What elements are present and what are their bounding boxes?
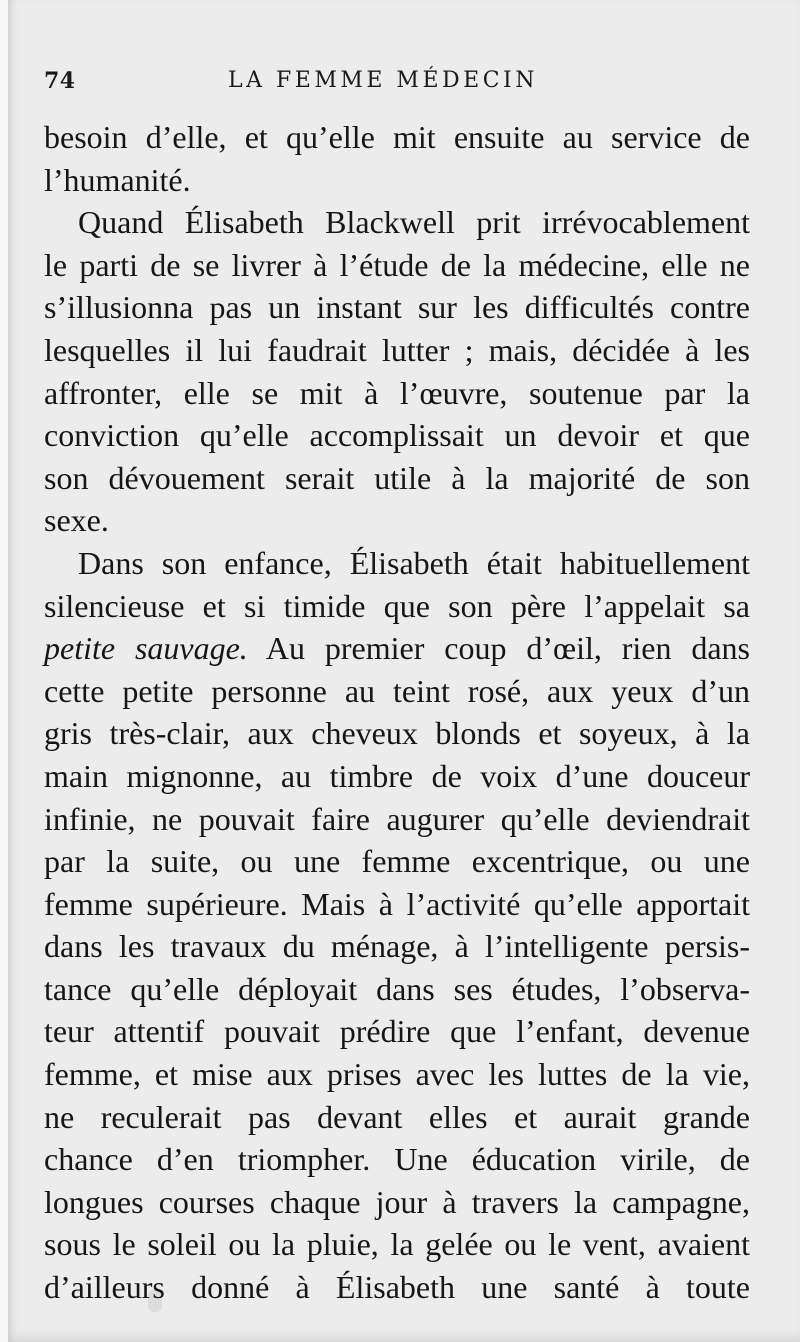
- text-line: s’illusionna pas un instant sur les difficultés contre: [44, 289, 750, 326]
- scan-left-margin: [0, 0, 8, 1342]
- text-line: son dévouement serait utile à la majorité de son: [44, 459, 750, 496]
- page-header: [44, 64, 750, 104]
- text-line: chance d’en triompher. Une éducation virile, de: [44, 1141, 750, 1178]
- text-line: teur attentif pouvait prédire que l’enfant, devenue: [44, 1013, 750, 1050]
- text-line: sexe.: [44, 502, 109, 539]
- text-line: longues courses chaque jour à travers la campagne,: [44, 1183, 750, 1220]
- text-line: femme, et mise aux prises avec les luttes de la vie,: [44, 1056, 750, 1093]
- page-number: 74: [44, 68, 76, 94]
- text-line: main mignonne, au timbre de voix d’une douceur: [44, 757, 750, 794]
- text-line: l’humanité.: [44, 161, 191, 198]
- running-title: LA FEMME MÉDECIN: [228, 68, 538, 93]
- text-line: silencieuse et si timide que son père l’appelait sa: [44, 587, 750, 624]
- text-line: sous le soleil ou la pluie, la gelée ou le vent, avaient: [44, 1226, 750, 1263]
- text-line: affronter, elle se mit à l’œuvre, soutenue par la: [44, 374, 750, 411]
- paragraph-first-line: Quand Élisabeth Blackwell prit irrévocablement: [78, 204, 750, 241]
- text-line: cette petite personne au teint rosé, aux yeux d’un: [44, 672, 750, 709]
- text-line: par la suite, ou une femme excentrique, ou une: [44, 843, 750, 880]
- text-line: gris très-clair, aux cheveux blonds et soyeux, à la: [44, 715, 750, 752]
- text-line: conviction qu’elle accomplissait un devoir et que: [44, 417, 750, 454]
- italic-phrase: petite sauvage.: [44, 630, 248, 667]
- text-line: lesquelles il lui faudrait lutter ; mais, décidée à les: [44, 331, 750, 368]
- text-line: [44, 627, 750, 670]
- text-line-rest: Au premier coup d’œil, rien dans: [247, 630, 751, 667]
- text-line: dans les travaux du ménage, à l’intelligente persis-: [44, 928, 750, 965]
- paragraph-first-line: Dans son enfance, Élisabeth était habituellement: [78, 544, 750, 581]
- text-line: infinie, ne pouvait faire augurer qu’elle deviendrait: [44, 800, 750, 837]
- text-line: ne reculerait pas devant elles et aurait grande: [44, 1098, 750, 1135]
- text-line: le parti de se livrer à l’étude de la médecine, elle ne: [44, 246, 750, 283]
- text-body: [44, 116, 750, 1309]
- text-line: femme supérieure. Mais à l’activité qu’elle apportait: [44, 885, 750, 922]
- text-line: d’ailleurs donné à Élisabeth une santé à toute: [44, 1269, 750, 1306]
- text-line: tance qu’elle déployait dans ses études, l’observa-: [44, 970, 750, 1007]
- text-line: besoin d’elle, et qu’elle mit ensuite au service de: [44, 119, 750, 155]
